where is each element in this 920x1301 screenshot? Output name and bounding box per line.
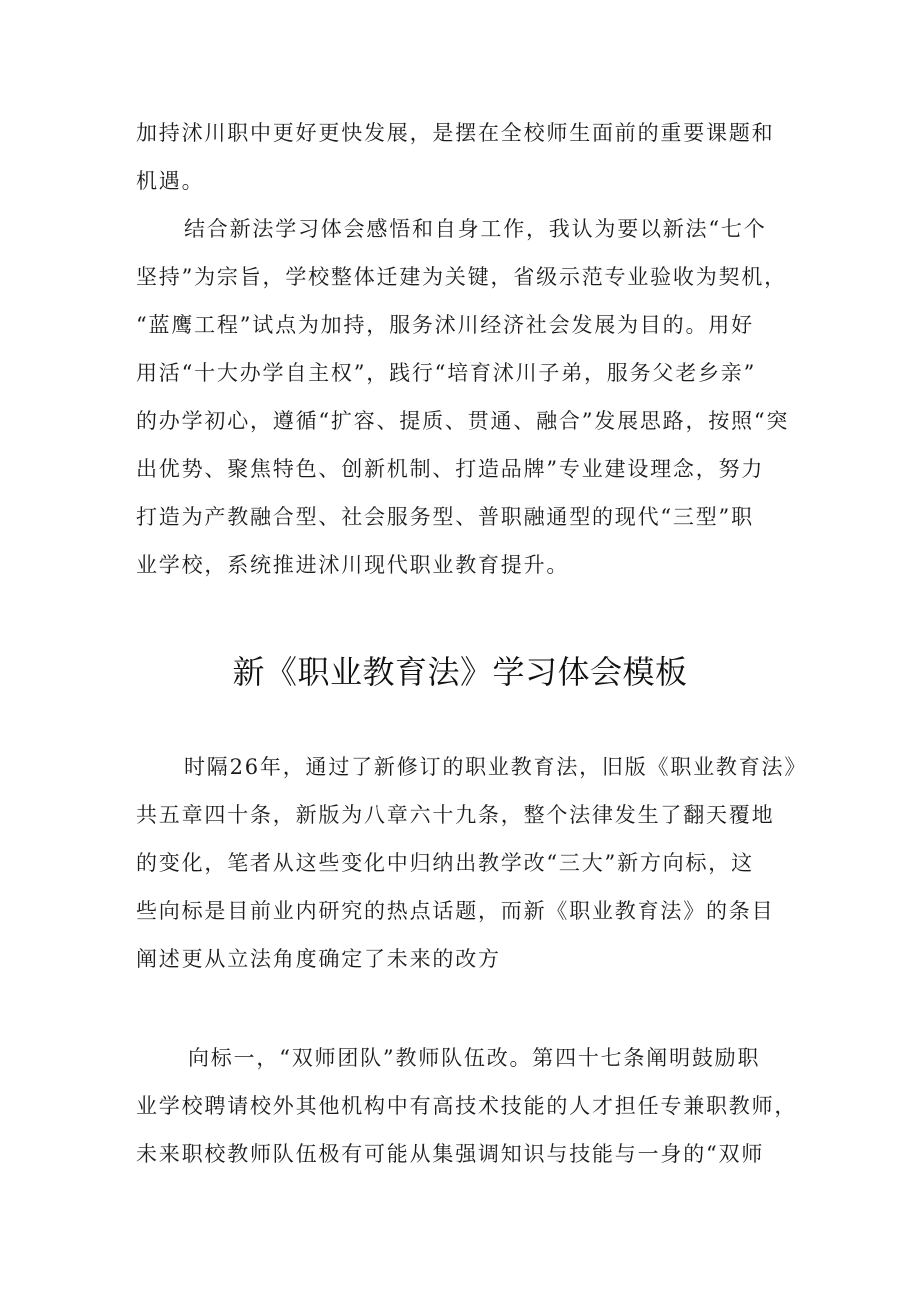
paragraph-2-line-5: 的办学初心，遵循“扩容、提质、贯通、融合”发展思路，按照“突: [136, 409, 790, 433]
paragraph-4-line-2: 业学校聘请校外其他机构中有高技术技能的人才担任专兼职教师，: [136, 1094, 798, 1118]
paragraph-3-line-2: 共五章四十条，新版为八章六十九条，整个法律发生了翻天覆地: [136, 803, 775, 827]
paragraph-2-line-4: 用活“十大办学自主权”，践行“培育沭川子弟，服务父老乡亲”: [136, 361, 757, 385]
paragraph-3-line-1: 时隔26年，通过了新修订的职业教育法，旧版《职业教育法》: [184, 755, 808, 779]
paragraph-2-line-7: 打造为产教融合型、社会服务型、普职融通型的现代“三型”职: [136, 505, 754, 529]
paragraph-3-line-3: 的变化，笔者从这些变化中归纳出教学改“三大”新方向标，这: [136, 851, 754, 875]
intro-line-1: 加持沭川职中更好更快发展，是摆在全校师生面前的重要课题和: [136, 121, 775, 145]
paragraph-3-line-5: 阐述更从立法角度确定了未来的改方: [136, 947, 501, 971]
paragraph-2-line-1: 结合新法学习体会感悟和自身工作，我认为要以新法“七个: [184, 217, 767, 241]
paragraph-2-line-3: “蓝鹰工程”试点为加持，服务沭川经济社会发展为目的。用好: [136, 313, 754, 337]
paragraph-2-line-2: 坚持”为宗旨，学校整体迁建为关键，省级示范专业验收为契机，: [136, 265, 787, 289]
paragraph-4-line-1: 向标一，“双师团队”教师队伍改。第四十七条阐明鼓励职: [188, 1046, 761, 1070]
section-title: 新《职业教育法》学习体会模板: [232, 653, 688, 691]
paragraph-4-line-3: 未来职校教师队伍极有可能从集强调知识与技能与一身的“双师: [136, 1142, 765, 1166]
paragraph-2-line-6: 出优势、聚焦特色、创新机制、打造品牌”专业建设理念，努力: [136, 457, 765, 481]
intro-line-2: 机遇。: [136, 169, 205, 193]
paragraph-2-line-8: 业学校，系统推进沭川现代职业教育提升。: [136, 553, 570, 577]
paragraph-3-line-4: 些向标是目前业内研究的热点话题，而新《职业教育法》的条目: [136, 899, 775, 923]
